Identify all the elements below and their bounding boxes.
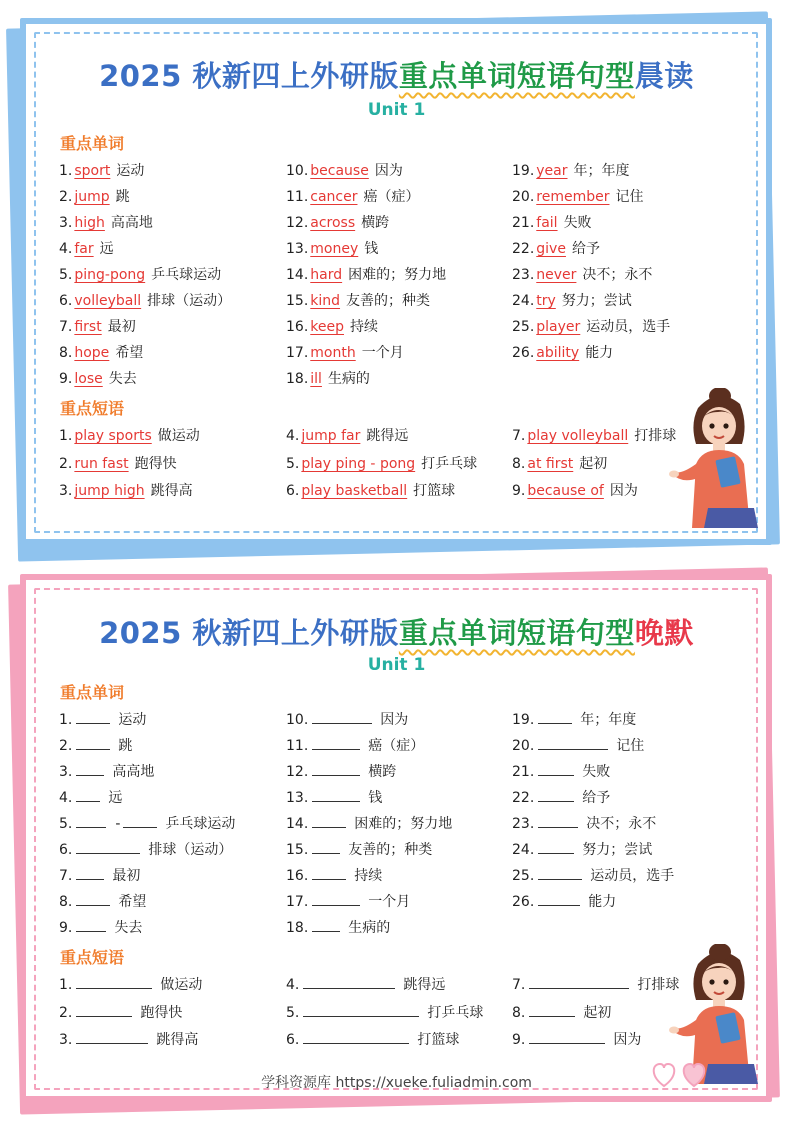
chinese-meaning: 记住 (616, 738, 645, 754)
chinese-meaning: 失去 (114, 920, 143, 936)
chinese-meaning: 远 (108, 790, 123, 806)
answer-blank[interactable] (538, 762, 574, 776)
item-number: 9. (512, 1032, 526, 1048)
word-blank-item (512, 735, 644, 755)
word-item (286, 342, 404, 362)
answer-blank[interactable] (538, 736, 608, 750)
chinese-meaning: 能力 (585, 345, 614, 361)
answer-blank[interactable] (76, 866, 104, 880)
english-word: player (536, 319, 581, 335)
answer-blank[interactable] (303, 1003, 419, 1017)
chinese-meaning: 乒乓球运动 (165, 816, 236, 832)
phrase-item (59, 480, 193, 500)
item-number: 6. (59, 842, 73, 858)
english-phrase: play ping - pong (301, 455, 416, 472)
word-item (59, 186, 130, 206)
item-number: 11. (286, 738, 309, 754)
chinese-meaning: 因为 (374, 163, 403, 179)
chinese-meaning: 最初 (107, 319, 136, 335)
word-item (512, 342, 613, 362)
bottom-title (0, 611, 793, 652)
chinese-meaning: 高高地 (112, 764, 155, 780)
word-item (286, 212, 389, 232)
bottom-title-prefix: 2025 秋新四上外研版 (99, 616, 399, 650)
item-number: 13. (286, 241, 309, 257)
english-phrase: jump high (74, 483, 145, 499)
english-word: money (310, 241, 359, 257)
top-title (0, 54, 793, 95)
item-number: 8. (512, 1004, 526, 1021)
item-number: 1. (59, 428, 73, 444)
item-number: 1. (59, 977, 73, 993)
english-phrase: jump far (301, 428, 361, 444)
english-word: hope (74, 345, 110, 361)
chinese-meaning: 跳得高 (150, 483, 193, 499)
item-number: 4. (59, 790, 73, 806)
top-title-highlight: 重点单词短语句型 (398, 59, 635, 93)
chinese-meaning: 乒乓球运动 (151, 267, 222, 283)
chinese-meaning: 困难的；努力地 (354, 816, 453, 832)
phrase-blank-item (59, 1002, 182, 1022)
word-item (512, 212, 592, 232)
word-blank-item (286, 787, 382, 807)
word-item (59, 160, 144, 180)
english-word: year (536, 163, 568, 179)
chinese-meaning: 困难的；努力地 (348, 267, 447, 283)
item-number: 26. (512, 894, 535, 910)
english-word: give (536, 241, 566, 257)
bottom-words-heading: 重点单词 (60, 683, 125, 702)
item-number: 2. (59, 738, 73, 754)
chinese-meaning: 持续 (350, 319, 378, 335)
chinese-meaning: 高高地 (110, 215, 153, 231)
item-number: 4. (286, 977, 300, 993)
answer-blank[interactable] (76, 1030, 148, 1044)
english-word: remember (536, 189, 610, 205)
item-number: 12. (286, 215, 309, 231)
item-number: 19. (512, 712, 535, 728)
chinese-meaning: 运动 (118, 712, 147, 728)
item-number: 13. (286, 790, 309, 806)
footer-source: 学科资源库 https://xueke.fuliadmin.com (261, 1075, 532, 1091)
item-number: 5. (59, 816, 73, 832)
word-blank-item (512, 891, 616, 911)
item-number: 5. (286, 455, 300, 472)
word-blank-item (286, 709, 408, 729)
english-phrase: play sports (74, 428, 152, 444)
chinese-meaning: 一个月 (368, 894, 411, 910)
item-number: 6. (286, 483, 300, 499)
item-number: 22. (512, 790, 535, 806)
top-title-suffix: 晨读 (634, 59, 694, 93)
phrase-item (512, 453, 607, 473)
hyphen: - (115, 816, 121, 832)
word-item (286, 368, 370, 388)
item-number: 14. (286, 267, 309, 283)
word-item (59, 368, 137, 388)
word-blank-item (59, 891, 146, 911)
item-number: 16. (286, 868, 309, 884)
chinese-meaning: 癌（症） (368, 738, 425, 754)
word-blank-item (286, 813, 452, 833)
chinese-meaning: 生病的 (327, 371, 370, 387)
chinese-meaning: 失败 (582, 764, 611, 780)
word-item (512, 186, 643, 206)
english-word: because (310, 163, 369, 179)
top-title-prefix: 2025 秋新四上外研版 (99, 59, 399, 93)
phrase-blank-item (59, 1029, 198, 1049)
english-word: first (74, 319, 102, 335)
word-item (286, 316, 378, 336)
answer-blank[interactable] (312, 710, 372, 724)
item-number: 21. (512, 764, 535, 780)
chinese-meaning: 打乒乓球 (421, 455, 478, 472)
word-blank-item (59, 917, 142, 937)
chinese-meaning: 因为 (613, 1032, 642, 1048)
chinese-meaning: 钱 (368, 790, 383, 806)
item-number: 9. (59, 920, 73, 936)
chinese-meaning: 希望 (115, 345, 144, 361)
chinese-meaning: 努力；尝试 (561, 293, 632, 309)
item-number: 4. (286, 428, 300, 444)
word-blank-item (59, 761, 154, 781)
chinese-meaning: 跳得高 (156, 1032, 199, 1048)
item-number: 15. (286, 842, 309, 858)
chinese-meaning: 失去 (108, 371, 137, 387)
word-item (59, 238, 114, 258)
english-word: keep (310, 319, 344, 335)
item-number: 7. (59, 868, 73, 884)
chinese-meaning: 跑得快 (134, 455, 177, 472)
chinese-meaning: 努力；尝试 (582, 842, 653, 858)
chinese-meaning: 打篮球 (417, 1032, 460, 1048)
item-number: 26. (512, 345, 535, 361)
item-number: 3. (59, 1032, 73, 1048)
phrase-blank-item (512, 1029, 641, 1049)
item-number: 6. (59, 293, 73, 309)
answer-blank[interactable] (76, 788, 100, 802)
word-item (512, 316, 670, 336)
chinese-meaning: 因为 (380, 712, 409, 728)
english-word: try (536, 293, 556, 309)
word-item (59, 212, 153, 232)
word-item (59, 316, 136, 336)
english-word: high (74, 215, 105, 231)
word-item (286, 290, 430, 310)
word-item (286, 186, 419, 206)
chinese-meaning: 打排球 (637, 977, 680, 993)
item-number: 2. (59, 189, 73, 205)
item-number: 4. (59, 241, 73, 257)
item-number: 20. (512, 189, 535, 205)
chinese-meaning: 一个月 (361, 345, 404, 361)
item-number: 18. (286, 920, 309, 936)
item-number: 17. (286, 894, 309, 910)
item-number: 2. (59, 1004, 73, 1021)
item-number: 10. (286, 163, 309, 179)
item-number: 8. (59, 345, 73, 361)
english-word: ill (310, 371, 322, 387)
chinese-meaning: 横跨 (368, 764, 397, 780)
chinese-meaning: 做运动 (160, 977, 203, 993)
phrase-item (512, 480, 638, 500)
item-number: 17. (286, 345, 309, 361)
word-blank-item (512, 865, 674, 885)
chinese-meaning: 做运动 (157, 428, 200, 444)
item-number: 6. (286, 1032, 300, 1048)
item-number: 1. (59, 163, 73, 179)
word-blank-item (286, 917, 390, 937)
item-number: 10. (286, 712, 309, 728)
bottom-phrases-heading: 重点短语 (60, 948, 125, 967)
word-item (59, 264, 221, 284)
chinese-meaning: 运动 (116, 163, 145, 179)
phrase-blank-item (286, 974, 445, 994)
answer-blank[interactable] (312, 788, 360, 802)
item-number: 1. (59, 712, 73, 728)
item-number: 25. (512, 319, 535, 335)
answer-blank-part1[interactable] (76, 814, 106, 828)
chinese-meaning: 失败 (563, 215, 592, 231)
phrase-item (59, 425, 200, 445)
english-word: volleyball (74, 293, 142, 309)
answer-blank[interactable] (76, 892, 110, 906)
answer-blank[interactable] (312, 736, 360, 750)
item-number: 2. (59, 455, 73, 472)
item-number: 11. (286, 189, 309, 205)
item-number: 7. (512, 977, 526, 993)
answer-blank[interactable] (76, 975, 152, 989)
chinese-meaning: 排球（运动） (148, 842, 233, 858)
bottom-title-suffix: 晚默 (634, 616, 694, 650)
chinese-meaning: 年；年度 (580, 712, 637, 728)
item-number: 8. (59, 894, 73, 910)
phrase-blank-item (512, 1002, 611, 1022)
item-number: 23. (512, 816, 535, 832)
word-blank-item (59, 787, 122, 807)
english-word: jump (74, 189, 110, 205)
item-number: 18. (286, 371, 309, 387)
chinese-meaning: 打乒乓球 (427, 1004, 484, 1021)
chinese-meaning: 癌（症） (363, 189, 420, 205)
item-number: 7. (512, 428, 526, 444)
chinese-meaning: 跳得远 (403, 977, 446, 993)
word-blank-item (512, 787, 610, 807)
item-number: 3. (59, 483, 73, 499)
top-words-heading: 重点单词 (60, 134, 125, 153)
chinese-meaning: 运动员，选手 (586, 319, 671, 335)
chinese-meaning: 最初 (112, 868, 141, 884)
chinese-meaning: 生病的 (348, 920, 391, 936)
item-number: 5. (286, 1004, 300, 1021)
english-word: lose (74, 371, 103, 387)
chinese-meaning: 跳 (115, 189, 130, 205)
english-word: fail (536, 215, 558, 231)
answer-blank[interactable] (76, 1003, 132, 1017)
chinese-meaning: 横跨 (361, 215, 390, 231)
chinese-meaning: 打篮球 (413, 483, 456, 499)
word-item (512, 264, 652, 284)
answer-blank[interactable] (538, 892, 580, 906)
answer-blank[interactable] (529, 975, 629, 989)
answer-blank[interactable] (76, 762, 104, 776)
item-number: 7. (59, 319, 73, 335)
item-number: 14. (286, 816, 309, 832)
chinese-meaning: 因为 (609, 483, 638, 499)
item-number: 24. (512, 842, 535, 858)
item-number: 22. (512, 241, 535, 257)
item-number: 24. (512, 293, 535, 309)
phrase-item (59, 453, 177, 473)
chinese-meaning: 年；年度 (573, 163, 630, 179)
chinese-meaning: 记住 (615, 189, 644, 205)
item-number: 16. (286, 319, 309, 335)
item-number: 21. (512, 215, 535, 231)
chinese-meaning: 排球（运动） (147, 293, 232, 309)
chinese-meaning: 起初 (579, 455, 608, 472)
answer-blank[interactable] (76, 736, 110, 750)
bottom-title-highlight: 重点单词短语句型 (398, 616, 635, 650)
chinese-meaning: 运动员，选手 (590, 868, 675, 884)
answer-blank[interactable] (303, 975, 395, 989)
teacher-illustration-top (668, 388, 768, 528)
answer-blank[interactable] (303, 1030, 409, 1044)
word-blank-item (512, 709, 636, 729)
english-word: cancer (310, 189, 358, 205)
word-item (286, 160, 403, 180)
phrase-item (512, 425, 676, 445)
word-blank-item (59, 709, 146, 729)
phrase-blank-item (286, 1002, 483, 1022)
chinese-meaning: 持续 (354, 868, 383, 884)
phrase-blank-item (512, 974, 679, 994)
answer-blank[interactable] (529, 1003, 575, 1017)
word-item (512, 160, 630, 180)
chinese-meaning: 打排球 (634, 428, 677, 444)
answer-blank[interactable] (76, 840, 140, 854)
item-number: 25. (512, 868, 535, 884)
chinese-meaning: 希望 (118, 894, 147, 910)
word-blank-item (59, 813, 235, 833)
chinese-meaning: 远 (99, 241, 114, 257)
word-blank-item (286, 761, 396, 781)
word-item (286, 264, 446, 284)
item-number: 8. (512, 455, 526, 472)
phrase-blank-item (59, 974, 202, 994)
word-blank-item (59, 735, 132, 755)
chinese-meaning: 给予 (582, 790, 611, 806)
word-item (59, 342, 143, 362)
english-phrase: play volleyball (527, 428, 629, 444)
word-item (286, 238, 378, 258)
chinese-meaning: 钱 (364, 241, 379, 257)
english-word: month (310, 345, 356, 361)
english-word: ability (536, 345, 580, 361)
item-number: 3. (59, 215, 73, 231)
word-blank-item (512, 839, 652, 859)
item-number: 12. (286, 764, 309, 780)
english-word: kind (310, 293, 341, 309)
answer-blank-part2[interactable] (123, 814, 157, 828)
answer-blank[interactable] (312, 866, 346, 880)
word-blank-item (59, 839, 232, 859)
english-word: never (536, 267, 577, 283)
word-blank-item (286, 891, 410, 911)
answer-blank[interactable] (76, 918, 106, 932)
phrase-blank-item (286, 1029, 459, 1049)
word-blank-item (512, 761, 610, 781)
word-item (512, 290, 632, 310)
item-number: 19. (512, 163, 535, 179)
word-item (512, 238, 600, 258)
english-word: sport (74, 163, 111, 179)
word-blank-item (286, 865, 382, 885)
answer-blank[interactable] (312, 892, 360, 906)
english-word: far (74, 241, 94, 257)
answer-blank[interactable] (312, 918, 340, 932)
answer-blank[interactable] (529, 1030, 605, 1044)
answer-blank[interactable] (538, 788, 574, 802)
top-phrases-heading: 重点短语 (60, 399, 125, 418)
chinese-meaning: 跳 (118, 738, 133, 754)
english-phrase: play basketball (301, 483, 408, 499)
chinese-meaning: 友善的；种类 (346, 293, 431, 309)
chinese-meaning: 跳得远 (366, 428, 409, 444)
word-blank-item (512, 813, 656, 833)
phrase-item (286, 425, 408, 445)
item-number: 9. (59, 371, 73, 387)
word-blank-item (59, 865, 140, 885)
item-number: 20. (512, 738, 535, 754)
item-number: 9. (512, 483, 526, 499)
word-blank-item (286, 839, 432, 859)
answer-blank[interactable] (538, 814, 578, 828)
answer-blank[interactable] (76, 710, 110, 724)
answer-blank[interactable] (538, 866, 582, 880)
chinese-meaning: 给予 (571, 241, 600, 257)
english-word: hard (310, 267, 343, 283)
word-blank-item (286, 735, 424, 755)
answer-blank[interactable] (538, 840, 574, 854)
item-number: 15. (286, 293, 309, 309)
bottom-unit-label: Unit 1 (367, 655, 426, 675)
chinese-meaning: 决不；永不 (586, 816, 657, 832)
english-phrase: at first (527, 455, 574, 472)
answer-blank[interactable] (538, 710, 572, 724)
english-word: across (310, 215, 356, 231)
english-phrase: run fast (74, 455, 129, 472)
item-number: 5. (59, 267, 73, 283)
answer-blank[interactable] (312, 762, 360, 776)
chinese-meaning: 能力 (588, 894, 617, 910)
word-item (59, 290, 231, 310)
english-word: ping-pong (74, 267, 146, 283)
answer-blank[interactable] (312, 814, 346, 828)
item-number: 3. (59, 764, 73, 780)
chinese-meaning: 跑得快 (140, 1004, 183, 1021)
phrase-item (286, 480, 455, 500)
chinese-meaning: 决不；永不 (582, 267, 653, 283)
chinese-meaning: 友善的；种类 (348, 842, 433, 858)
chinese-meaning: 起初 (583, 1004, 612, 1021)
phrase-item (286, 453, 477, 473)
item-number: 23. (512, 267, 535, 283)
answer-blank[interactable] (312, 840, 340, 854)
english-phrase: because of (527, 483, 604, 499)
top-unit-label: Unit 1 (367, 100, 426, 120)
